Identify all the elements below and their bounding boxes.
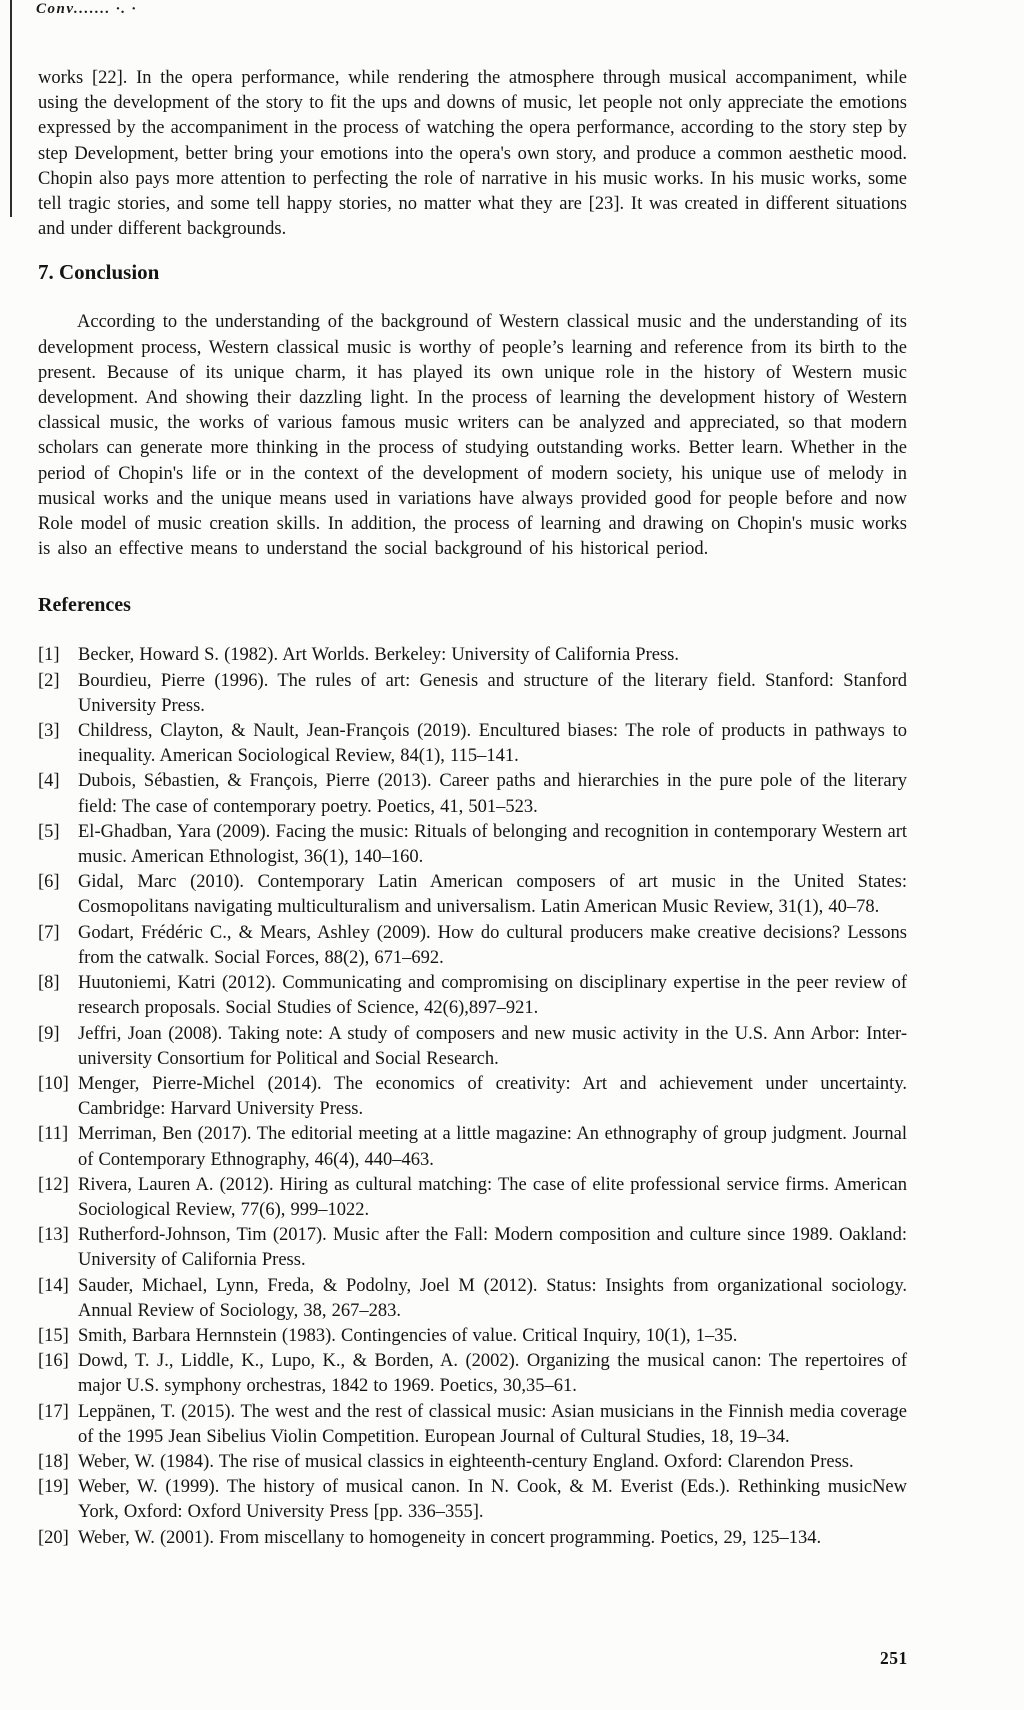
reference-item: [38, 1223, 907, 1273]
reference-item: [38, 1450, 907, 1475]
reference-label: [16]: [38, 1351, 69, 1372]
reference-label: [11]: [38, 1124, 69, 1145]
reference-item: [38, 1349, 907, 1399]
reference-label: [8]: [38, 973, 60, 994]
reference-label: [18]: [38, 1451, 69, 1472]
reference-label: [10]: [38, 1073, 69, 1094]
page-number: 251: [880, 1648, 908, 1668]
reference-item: [38, 870, 907, 920]
reference-label: [2]: [38, 670, 60, 691]
text-column: [38, 0, 907, 1551]
reference-text: Gidal, Marc (2010). Contemporary Latin American composers of art music in the United States: Cosmopolitans navigating multiculturalism and universalism. Latin American Music Review, 31(1), 40–78.: [78, 872, 907, 918]
reference-text: Merriman, Ben (2017). The editorial meeting at a little magazine: An ethnography of group judgment. Journal of Contemporary Ethnography, 46(4), 440–463.: [78, 1124, 907, 1170]
reference-text: Weber, W. (1999). The history of musical canon. In N. Cook, & M. Everist (Eds.). Rethinking musicNew York, Oxford: Oxford University Press [pp. 336–355].: [78, 1477, 907, 1523]
reference-text: Rivera, Lauren A. (2012). Hiring as cultural matching: The case of elite professional service firms. American Sociological Review, 77(6), 999–1022.: [78, 1174, 907, 1220]
reference-label: [9]: [38, 1023, 60, 1044]
reference-text: Smith, Barbara Hernnstein (1983). Contingencies of value. Critical Inquiry, 10(1), 1–35.: [78, 1325, 738, 1346]
reference-text: Sauder, Michael, Lynn, Freda, & Podolny, Joel M (2012). Status: Insights from organizational sociology. Annual Review of Sociology, 38, 267–283.: [78, 1275, 907, 1321]
reference-label: [12]: [38, 1174, 69, 1195]
reference-label: [4]: [38, 771, 60, 792]
conclusion-heading: 7. Conclusion: [38, 260, 160, 285]
reference-item: [38, 719, 907, 769]
references-heading: References: [38, 594, 131, 617]
reference-item: [38, 669, 907, 719]
reference-label: [20]: [38, 1527, 69, 1548]
page-edge-rule: [10, 0, 12, 217]
reference-item: [38, 1475, 907, 1525]
reference-label: [6]: [38, 872, 60, 893]
reference-text: Bourdieu, Pierre (1996). The rules of art: Genesis and structure of the literary field. Stanford: Stanford University Press.: [78, 670, 907, 716]
reference-item: [38, 1173, 907, 1223]
reference-item: [38, 643, 907, 668]
reference-item: [38, 1122, 907, 1172]
reference-item: [38, 921, 907, 971]
reference-item: [38, 1072, 907, 1122]
reference-text: Dowd, T. J., Liddle, K., Lupo, K., & Borden, A. (2002). Organizing the musical canon: The repertoires of major U.S. symphony orchestras, 1842 to 1969. Poetics, 30,35–61.: [78, 1351, 907, 1397]
reference-item: [38, 1324, 907, 1349]
reference-item: [38, 1526, 907, 1551]
reference-text: El-Ghadban, Yara (2009). Facing the music: Rituals of belonging and recognition in contemporary Western art music. American Ethnologist, 36(1), 140–160.: [78, 821, 907, 868]
reference-text: Jeffri, Joan (2008). Taking note: A study of composers and new music activity in the U.S. Ann Arbor: Inter-university Consortium for Political and Social Research.: [78, 1023, 907, 1069]
paragraph-opera-continuation: works [22]. In the opera performance, while rendering the atmosphere through musical accompaniment, while using the development of the story to fit the ups and downs of music, let people not only appreciate the emotions expressed by the accompaniment in the process of watching the opera performance, according to the story step by step Development, better bring your emotions into the opera's own story, and produce a common aesthetic mood. Chopin also pays more attention to perfecting the role of narrative in his music works. In his music works, some tell tragic stories, and some tell happy stories, no matter what they are [23]. It was created in different situations and under different backgrounds.: [38, 68, 907, 240]
reference-item: [38, 971, 907, 1021]
reference-text: Weber, W. (2001). From miscellany to homogeneity in concert programming. Poetics, 29, 125–134.: [78, 1527, 822, 1548]
reference-label: [3]: [38, 721, 60, 742]
references-list: [38, 643, 907, 1550]
reference-label: [1]: [38, 645, 60, 666]
reference-text: Leppänen, T. (2015). The west and the rest of classical music: Asian musicians in the Finnish media coverage of the 1995 Jean Sibelius Violin Competition. European Journal of Cultural Studies, 18, 19–34.: [78, 1401, 907, 1447]
reference-label: [5]: [38, 821, 60, 842]
reference-label: [15]: [38, 1325, 69, 1346]
reference-label: [7]: [38, 922, 60, 943]
reference-label: [19]: [38, 1477, 69, 1498]
reference-item: [38, 1022, 907, 1072]
reference-label: [14]: [38, 1275, 69, 1296]
reference-item: [38, 769, 907, 819]
reference-text: Huutoniemi, Katri (2012). Communicating and compromising on disciplinary expertise in the peer review of research proposals. Social Studies of Science, 42(6),897–921.: [78, 973, 907, 1019]
reference-label: [17]: [38, 1401, 69, 1422]
reference-item: [38, 1400, 907, 1450]
running-header-fragment: Conv....... ·. ·: [36, 1, 137, 17]
conclusion-paragraph: According to the understanding of the background of Western classical music and the understanding of its development process, Western classical music is worthy of people’s learning and reference from its birth to the present. Because of its unique charm, it has played its own unique role in the history of Western music development. And showing their dazzling light. In the process of learning the development history of Western classical music, the works of various famous music writers can be analyzed and appreciated, so that modern scholars can generate more thinking in the process of studying outstanding works. Better learn. Whether in the period of Chopin's life or in the context of the development of modern society, his unique use of melody in musical works and the unique means used in variations have always provided good for people before and now Role model of music creation skills. In addition, the process of learning and drawing on Chopin's music works is also an effective means to understand the social background of his historical period.: [38, 312, 907, 560]
reference-item: [38, 1274, 907, 1324]
reference-text: Weber, W. (1984). The rise of musical classics in eighteenth-century England. Oxford: Clarendon Press.: [78, 1451, 854, 1472]
reference-text: Godart, Frédéric C., & Mears, Ashley (2009). How do cultural producers make creative decisions? Lessons from the catwalk. Social Forces, 88(2), 671–692.: [78, 922, 907, 968]
reference-item: [38, 820, 907, 870]
reference-label: [13]: [38, 1225, 69, 1246]
reference-text: Becker, Howard S. (1982). Art Worlds. Berkeley: University of California Press.: [78, 645, 679, 666]
reference-text: Menger, Pierre-Michel (2014). The economics of creativity: Art and achievement under uncertainty. Cambridge: Harvard University Press.: [78, 1073, 907, 1120]
reference-text: Childress, Clayton, & Nault, Jean-François (2019). Encultured biases: The role of products in pathways to inequality. American Sociological Review, 84(1), 115–141.: [78, 721, 907, 767]
reference-text: Dubois, Sébastien, & François, Pierre (2013). Career paths and hierarchies in the pure pole of the literary field: The case of contemporary poetry. Poetics, 41, 501–523.: [78, 771, 907, 817]
reference-text: Rutherford-Johnson, Tim (2017). Music after the Fall: Modern composition and culture since 1989. Oakland: University of California Press.: [78, 1225, 907, 1271]
